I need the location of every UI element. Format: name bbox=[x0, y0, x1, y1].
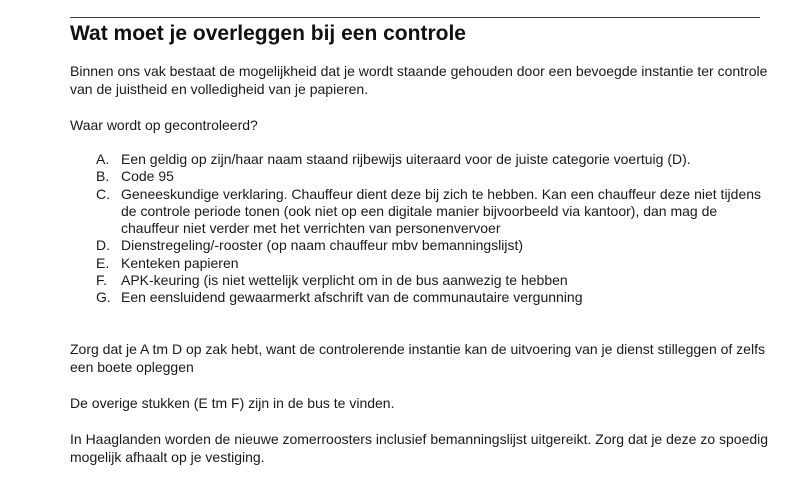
list-item-text: Een eensluidend gewaarmerkt afschrift van de communautaire vergunning bbox=[121, 289, 583, 306]
list-item bbox=[70, 237, 770, 254]
intro-paragraph: Binnen ons vak bestaat de mogelijkheid dat je wordt staande gehouden door een bevoegde instantie ter controle van de juistheid en volledigheid van je papieren. bbox=[70, 63, 768, 97]
list-item-text: APK-keuring (is niet wettelijk verplicht om in de bus aanwezig te hebben bbox=[121, 272, 568, 289]
list-item-text: Een geldig op zijn/haar naam staand rijbewijs uiteraard voor de juiste categorie voertuig (D). bbox=[121, 151, 691, 167]
checklist bbox=[70, 151, 770, 307]
list-item-text: Kenteken papieren bbox=[121, 254, 239, 271]
page-title: Wat moet je overleggen bij een controle bbox=[70, 22, 466, 45]
list-item bbox=[70, 168, 770, 185]
list-marker: G. bbox=[96, 289, 111, 306]
list-item bbox=[70, 289, 770, 306]
rest-note-paragraph: De overige stukken (E tm F) zijn in de bus te vinden. bbox=[70, 395, 395, 411]
list-item bbox=[70, 186, 770, 238]
list-marker: A. bbox=[96, 151, 110, 167]
list-item bbox=[70, 272, 770, 289]
list-marker: E. bbox=[96, 254, 110, 271]
list-item bbox=[70, 255, 770, 272]
haaglanden-note-paragraph: In Haaglanden worden de nieuwe zomerroosters inclusief bemanningslijst uitgereikt. Zorg dat je deze zo spoedig mogelijk afhaalt op je vestiging. bbox=[70, 431, 769, 465]
list-marker: F. bbox=[96, 272, 107, 289]
list-item-text: Dienstregeling/-rooster (op naam chauffeur mbv bemanningslijst) bbox=[121, 237, 524, 254]
list-marker: B. bbox=[96, 168, 110, 185]
list-marker: C. bbox=[96, 185, 110, 202]
question-paragraph: Waar wordt op gecontroleerd? bbox=[70, 117, 258, 133]
list-item-text: Geneeskundige verklaring. Chauffeur dient deze bij zich te hebben. Kan een chauffeur deze niet tijdens de controle periode tonen (ook niet op een digitale manier bijvoorbeeld via kantoor), dan mag de chauffeur niet verder met het verrichten van personenvervoer bbox=[121, 185, 762, 237]
carry-note-paragraph: Zorg dat je A tm D op zak hebt, want de controlerende instantie kan de uitvoering van je dienst stilleggen of zelfs een boete opleggen bbox=[70, 341, 765, 375]
list-marker: D. bbox=[96, 237, 110, 254]
list-item bbox=[70, 151, 770, 168]
list-item-text: Code 95 bbox=[121, 168, 174, 185]
top-divider bbox=[70, 17, 760, 18]
